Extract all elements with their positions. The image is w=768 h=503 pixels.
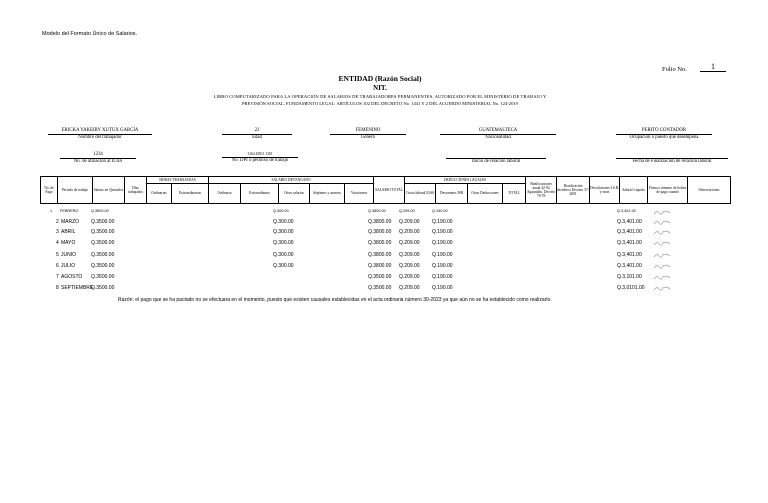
cell-cuota-igss: Q.209.00	[399, 219, 420, 225]
worker-igss-value: 1234	[60, 152, 136, 159]
group-horas: HORAS TRABAJADAS	[147, 177, 209, 184]
cell-periodo: MARZO	[61, 219, 80, 225]
cell-no-pago: 8	[56, 285, 59, 291]
cell-otras-deducciones: Q.190.00	[432, 285, 453, 291]
col-devoluciones: Devoluciones I.S.R. y otras	[590, 177, 620, 204]
worker-gender-label: Género	[360, 135, 376, 140]
cell-periodo: FEBRERO	[60, 209, 79, 213]
cell-salario-liquido: Q.3,401.00	[617, 240, 642, 246]
worker-dpi-field	[222, 152, 298, 163]
cell-periodo: ABRIL	[61, 229, 76, 235]
group-deducciones: DEDUCCIONES LEGALES	[405, 177, 526, 184]
payment-reason-note: Razón: el pago que se ha pactado no se efectuara en el momento, puesto que existen causales establecidas en el acta ordinaria número 30-2023 ya que aún no se ha establecido como realizarlo.	[118, 297, 552, 303]
worker-start-label: Inicio de relación laboral	[471, 159, 521, 164]
cell-otros-salarios: Q.300.00	[273, 263, 294, 269]
cell-otras-deducciones: Q.190.00	[432, 263, 453, 269]
cell-no-pago: 1	[50, 209, 53, 213]
col-vacaciones: Vacaciones	[345, 184, 374, 204]
table-row	[40, 263, 740, 273]
cell-salario-liquido: Q.3,401.00	[617, 252, 642, 258]
cell-otros-salarios: Q.300.00	[273, 240, 294, 246]
worker-end-value	[616, 152, 728, 159]
col-bonif-78: Bonificaciones anual 42-92 Aguinaldo, Decreto 76-78	[526, 177, 557, 204]
cell-salario-liquido: Q.3,401.00	[617, 229, 642, 235]
cell-no-pago: 4	[56, 240, 59, 246]
cell-no-pago: 6	[56, 263, 59, 269]
cell-salario-total: Q.3800.00	[368, 209, 386, 213]
cell-salario-liquido: Q.3,401.00	[617, 219, 642, 225]
col-total-deducciones: TOTAL	[503, 184, 526, 204]
cell-salario: Q.3500.00	[91, 240, 115, 246]
cell-cuota-igss: Q.209.00	[399, 209, 415, 213]
cell-otros-salarios: Q.300.00	[273, 229, 294, 235]
cell-periodo: JULIO	[61, 263, 76, 269]
worker-dpi-label: No. DPI ó permiso de trabajo	[231, 158, 289, 163]
cell-cuota-igss: Q.209.00	[399, 229, 420, 235]
worker-name-value: ERICKA YAKEIRY XUTUX GARCÍA	[48, 128, 152, 135]
nit-title: NIT.	[373, 84, 387, 92]
table-row	[40, 252, 740, 262]
cell-cuota-igss: Q.209.00	[399, 252, 420, 258]
worker-dpi-value: 3164 45811 1301	[222, 152, 298, 158]
worker-igss-field	[60, 152, 136, 164]
signature-mark	[653, 285, 671, 293]
cell-cuota-igss: Q.209.00	[399, 263, 420, 269]
col-firma: Firma o número de boleta de pago cuando	[648, 177, 688, 204]
col-septimos: Séptimos y asuetos	[310, 184, 345, 204]
worker-gender-field	[330, 128, 406, 140]
folio-number: 1	[700, 62, 726, 72]
cell-periodo: MAYO	[61, 240, 76, 246]
worker-igss-label: No. de afiliación al IGSS	[73, 159, 123, 164]
cell-salario-liquido: Q.3,0101.00	[617, 285, 645, 291]
cell-otros-salarios: Q.300.00	[273, 252, 294, 258]
legal-line-1: LIBRO COMPUTARIZADO PARA LA OPERACIÓN DE SALARIOS DE TRABAJADORES PERMANENTES, AUTORIZADO POR EL MINISTERIO DE TRABAJO Y	[213, 94, 547, 99]
worker-name-field	[48, 128, 152, 140]
cell-no-pago: 3	[56, 229, 59, 235]
signature-mark	[653, 229, 671, 237]
salary-table-header	[40, 176, 731, 204]
cell-no-pago: 2	[56, 219, 59, 225]
cell-salario-liquido: Q.3,101.00	[617, 274, 642, 280]
cell-salario: Q.3500.00	[91, 229, 115, 235]
signature-mark	[653, 274, 671, 282]
entity-title: ENTIDAD (Razón Social)	[338, 74, 422, 83]
table-row	[40, 209, 740, 219]
col-cuota-igss: Cuota laboral IGSS	[405, 184, 436, 204]
cell-otras-deducciones: Q.190.00	[432, 219, 453, 225]
document-top-note: Modelo del Formato Único de Salarios.	[42, 31, 138, 37]
cell-no-pago: 7	[56, 274, 59, 280]
cell-salario-total: Q.3800.00	[368, 252, 392, 258]
folio-label: Folio No.	[662, 66, 687, 73]
table-row	[40, 285, 740, 295]
cell-no-pago: 5	[56, 252, 59, 258]
cell-salario-liquido: Q.3,401.00	[617, 209, 636, 213]
cell-otras-deducciones: Q.190.00	[432, 229, 453, 235]
worker-nationality-field	[440, 128, 556, 140]
col-descuentos-isr: Descuentos ISR	[436, 184, 468, 204]
worker-start-field	[446, 152, 546, 164]
signature-mark	[653, 252, 671, 260]
cell-salario: Q.3500.00	[91, 209, 109, 213]
cell-salario: Q.3500.00	[91, 274, 115, 280]
cell-cuota-igss: Q.209.00	[399, 274, 420, 280]
col-bonif-37: Bonificación Incentivo Decreto 37-2001	[557, 177, 590, 204]
cell-otras-deducciones: Q.190.00	[432, 252, 453, 258]
cell-otras-deducciones: Q.190.00	[432, 274, 453, 280]
cell-otras-deducciones: Q.190.00	[432, 240, 453, 246]
worker-name-label: Nombre del trabajador	[78, 135, 122, 140]
col-horas-extraordinarias: Extraordinarias	[172, 184, 209, 204]
group-salario: SALARIO DEVENGADO	[209, 177, 374, 184]
cell-salario-total: Q.3800.00	[368, 240, 392, 246]
signature-mark	[653, 219, 671, 227]
cell-salario-total: Q.3500.00	[368, 285, 392, 291]
col-periodo: Periodo de trabajo	[58, 177, 93, 204]
worker-start-value	[446, 152, 546, 159]
worker-age-label: Edad	[252, 135, 262, 140]
col-observaciones: Observaciones	[688, 177, 731, 204]
cell-cuota-igss: Q.209.00	[399, 285, 420, 291]
cell-salario: Q.3500.00	[91, 252, 115, 258]
cell-salario-total: Q.3500.00	[368, 274, 392, 280]
signature-mark	[653, 240, 671, 248]
col-no-pago: No. de Pago	[41, 177, 58, 204]
col-otros-salarios: Otros salarios	[279, 184, 310, 204]
cell-cuota-igss: Q.209.00	[399, 240, 420, 246]
col-dias: Días trabajados	[125, 177, 147, 204]
table-row	[40, 274, 740, 284]
cell-salario: Q.3500.00	[91, 219, 115, 225]
worker-occupation-label: Ocupación o puesto que desempeña	[629, 135, 699, 140]
signature-mark	[653, 263, 671, 271]
table-row	[40, 219, 740, 229]
cell-salario-liquido: Q.3,401.00	[617, 263, 642, 269]
col-otras-deducciones: Otras Deducciones	[468, 184, 503, 204]
cell-otros-salarios: Q.300.00	[273, 209, 289, 213]
legal-line-2: PREVISIÓN SOCIAL, FUNDAMENTO LEGAL: ARTÍCULOS 102 DEL DECRETO No. 1441 Y 2 DEL ACUERDO MINISTERIAL No. 124-2019	[242, 101, 518, 106]
cell-salario: Q.3500.00	[91, 285, 115, 291]
col-salario-extraordinario: Extraordinario	[241, 184, 279, 204]
cell-otros-salarios: Q.300.00	[273, 219, 294, 225]
col-liquido: Salario Líquido	[620, 177, 648, 204]
table-row	[40, 229, 740, 239]
table-row	[40, 240, 740, 250]
col-horas-ordinarias: Ordinarias	[147, 184, 172, 204]
cell-periodo: SEPTIEMBRE	[61, 285, 94, 291]
cell-salario: Q.3500.00	[91, 263, 115, 269]
worker-occupation-field	[616, 128, 712, 140]
worker-end-label: Fecha de Finalización de relación laboral	[632, 159, 712, 164]
col-salario-ordinario: Ordinario	[209, 184, 241, 204]
cell-otras-deducciones: Q.190.00	[432, 209, 448, 213]
cell-salario-total: Q.3800.00	[368, 263, 392, 269]
worker-nationality-label: Nacionalidad	[485, 135, 511, 140]
cell-periodo: JUNIO	[61, 252, 76, 258]
worker-nationality-value: GUATEMALTECA	[440, 128, 556, 135]
worker-age-value: 22	[222, 128, 292, 135]
cell-periodo: AGOSTO	[61, 274, 83, 280]
signature-mark	[653, 209, 671, 216]
col-salario-total: SALARIO TOTAL	[374, 177, 405, 204]
worker-occupation-value: PERITO CONTADOR	[616, 128, 712, 135]
cell-salario-total: Q.3800.00	[368, 229, 392, 235]
worker-end-field	[616, 152, 728, 164]
col-salario-quetzales: Salario en Quetzales	[93, 177, 125, 204]
worker-age-field	[222, 128, 292, 140]
worker-gender-value: FEMENINO	[330, 128, 406, 135]
cell-salario-total: Q.3800.00	[368, 219, 392, 225]
